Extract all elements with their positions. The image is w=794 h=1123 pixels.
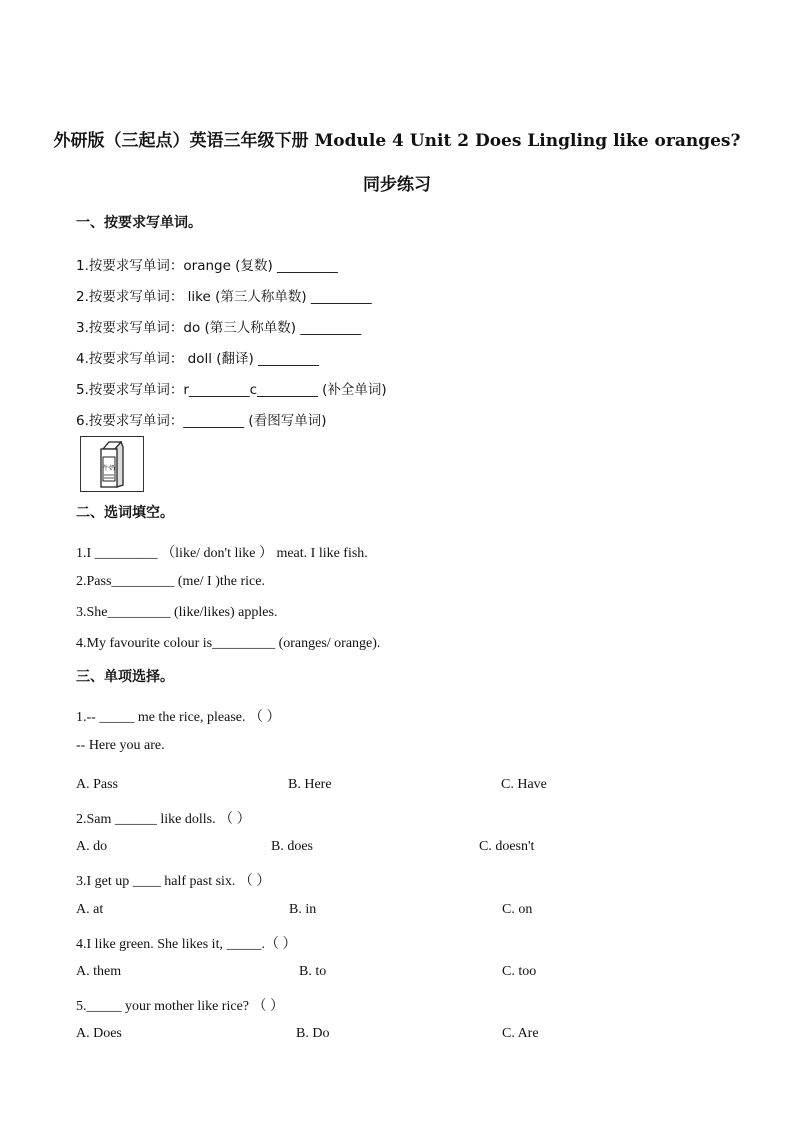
- s2-item-1: 1.I _________ （like/ don't like ） meat. I like fish.: [76, 546, 368, 561]
- section2-heading: 二、选词填空。: [76, 505, 174, 521]
- s1-item-3: 3.按要求写单词：do (第三人称单数) _________: [76, 320, 362, 336]
- s1-item-1: 1.按要求写单词：orange (复数) _________: [76, 258, 338, 274]
- s3-q3-option-a: A. at: [76, 902, 104, 917]
- section3-heading: 三、单项选择。: [76, 669, 174, 685]
- s3-q3: 3.I get up ____ half past six. （ ）: [76, 874, 271, 889]
- s3-q1: 1.-- _____ me the rice, please. （ ）: [76, 710, 281, 725]
- s3-q4-option-c: C. too: [502, 964, 537, 979]
- s3-q1-answer-line: -- Here you are.: [76, 738, 165, 753]
- s3-q2: 2.Sam ______ like dolls. （ ）: [76, 812, 251, 827]
- s1-item-4: 4.按要求写单词： doll (翻译) _________: [76, 351, 319, 367]
- worksheet-title: 外研版（三起点）英语三年级下册 Module 4 Unit 2 Does Lingling like oranges?: [53, 131, 741, 151]
- s3-q4-option-a: A. them: [76, 964, 122, 979]
- worksheet-subtitle: 同步练习: [363, 175, 431, 195]
- s3-q5-option-b: B. Do: [296, 1026, 330, 1041]
- s3-q4: 4.I like green. She likes it, _____.（ ）: [76, 937, 297, 952]
- s3-q5-option-a: A. Does: [76, 1026, 122, 1041]
- s1-item-6: 6.按要求写单词：_________ (看图写单词): [76, 413, 327, 429]
- s1-item-5: 5.按要求写单词：r_________c_________ (补全单词): [76, 382, 387, 398]
- s3-q5-option-c: C. Are: [502, 1026, 539, 1041]
- s3-q3-option-b: B. in: [289, 902, 317, 917]
- s3-q1-option-a: A. Pass: [76, 777, 119, 792]
- s2-item-3: 3.She_________ (like/likes) apples.: [76, 605, 278, 620]
- s3-q1-option-c: C. Have: [501, 777, 547, 792]
- s2-item-2: 2.Pass_________ (me/ I )the rice.: [76, 574, 265, 589]
- s3-q2-option-a: A. do: [76, 839, 108, 854]
- s3-q1-option-b: B. Here: [288, 777, 332, 792]
- section1-heading: 一、按要求写单词。: [76, 215, 202, 231]
- s3-q2-option-b: B. does: [271, 839, 313, 854]
- s3-q5: 5._____ your mother like rice? （ ）: [76, 999, 285, 1014]
- s3-q3-option-c: C. on: [502, 902, 533, 917]
- s1-item-2: 2.按要求写单词： like (第三人称单数) _________: [76, 289, 372, 305]
- milk-label: 牛奶: [102, 465, 116, 472]
- s3-q2-option-c: C. doesn't: [479, 839, 535, 854]
- s2-item-4: 4.My favourite colour is_________ (oranges/ orange).: [76, 636, 381, 651]
- s3-q4-option-b: B. to: [299, 964, 327, 979]
- milk-carton-image: [80, 436, 144, 492]
- milk-carton-icon: [81, 437, 143, 491]
